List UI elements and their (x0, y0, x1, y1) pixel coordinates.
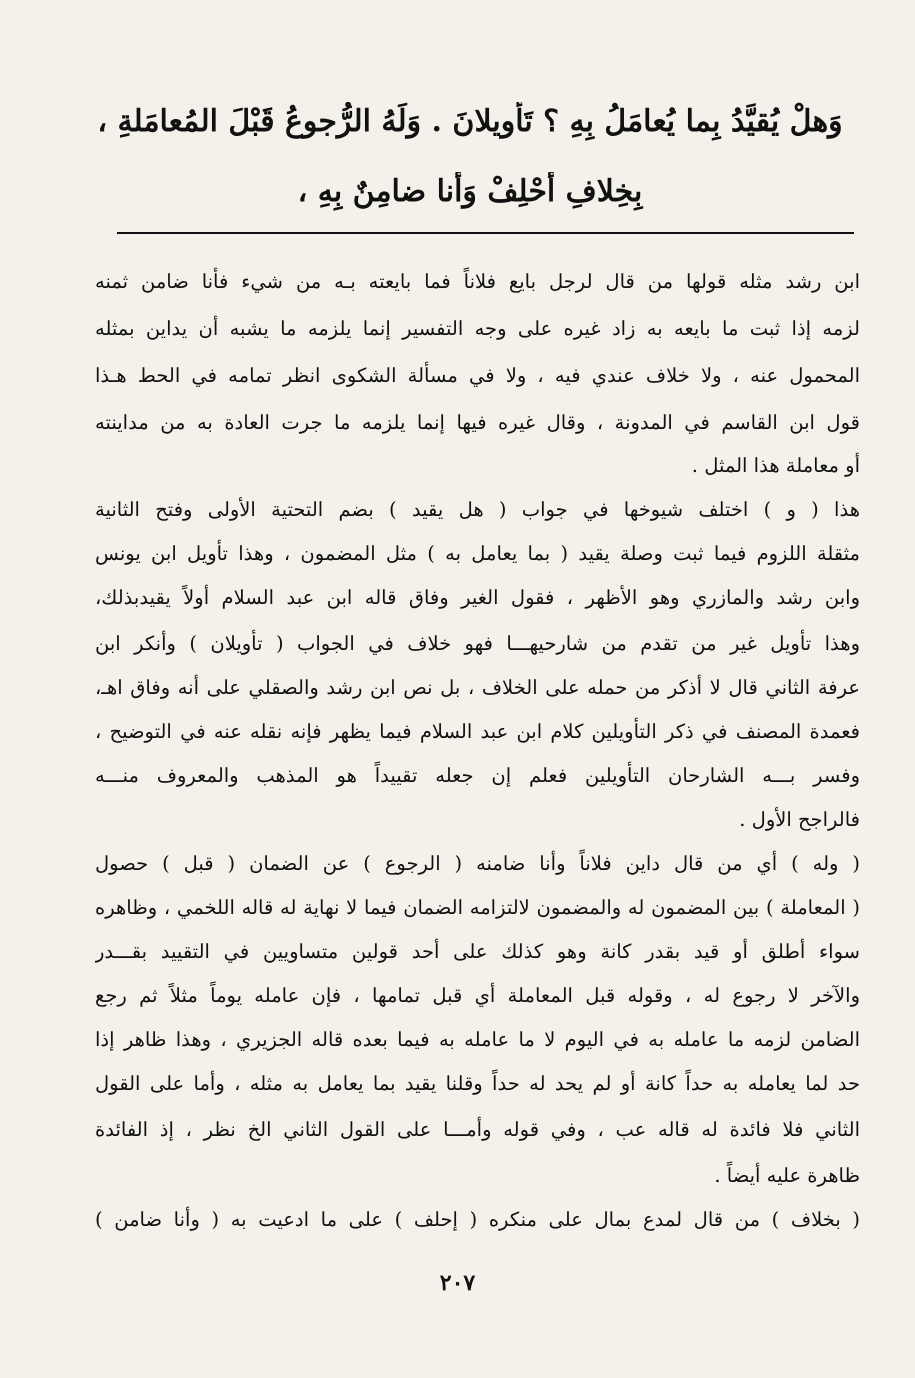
commentary-line: المحمول عنه ، ولا خلاف عندي فيه ، ولا في مسألة الشكوى انظر تمامه في الحط هـذا (95, 364, 860, 387)
commentary-line: ابن رشد مثله قولها من قال لرجل بايع فلاناً فما بايعته بـه من شيء فأنا ضامن ثمنه (95, 270, 860, 293)
matn-line-2: بِخِلافِ أحْلِفْ وَأَنا ضامِنٌ بِهِ ، (297, 174, 643, 209)
commentary-line: الثاني فلا فائدة له قاله عب ، وفي قوله وأمـــا على القول الثاني الخ نظر ، إذ الفائدة (95, 1118, 860, 1141)
commentary-line: عرفة الثاني قال لا أذكر من حمله على الخلاف ، بل نص ابن رشد والصقلي على أنه وفاق اهـ، (95, 676, 860, 699)
commentary-line: أو معاملة هذا المثل . (691, 454, 860, 477)
page-number: ٢٠٧ (439, 1270, 476, 1296)
commentary-line: ظاهرة عليه أيضاً . (714, 1164, 860, 1187)
commentary-line: الضامن لزمه ما عامله به في اليوم لا ما عامله به فيما بعده قاله الجزيري ، وهذا ظاهر إذا (95, 1028, 860, 1051)
commentary-line: قول ابن القاسم في المدونة ، وقال غيره فيها إنما يلزمه ما جرت العادة به من مداينته (95, 411, 860, 434)
matn-line-1: وَهلْ يُقيَّدُ بِما يُعامَلُ بِهِ ؟ تَأويلانَ . وَلَهُ الرُّجوعُ قَبْلَ المُعامَلةِ ، (97, 104, 843, 139)
commentary-line: وفسر بـــه الشارحان التأويلين فعلم إن جعله تقييداً هو المذهب والمعروف منـــه (95, 764, 860, 787)
commentary-line: فعمدة المصنف في ذكر التأويلين كلام ابن عبد السلام فيما يظهر فإنه نقله عنه في التوضيح ، (95, 720, 860, 743)
commentary-line: ( بخلاف ) من قال لمدع بمال على منكره ( إحلف ) على ما ادعيت به ( وأنا ضامن ) (95, 1208, 860, 1231)
commentary-line: حد لما يعامله به حداً كانة أو لم يحد له حداً وقلنا يقيد بما يعامل به مثله ، وأما على القول (95, 1072, 860, 1095)
commentary-line: وهذا تأويل غير من تقدم من شارحيهـــا فهو خلاف في الجواب ( تأويلان ) وأنكر ابن (95, 632, 860, 655)
commentary-line: مثقلة اللزوم فيما ثبت وصلة يقيد ( بما يعامل به ) مثل المضمون ، وهذا تأويل ابن يونس (95, 542, 860, 565)
commentary-line: ( وله ) أي من قال داين فلاناً وأنا ضامنه ( الرجوع ) عن الضمان ( قبل ) حصول (95, 852, 860, 875)
commentary-line: فالراجح الأول . (739, 808, 860, 831)
commentary-line: والآخر لا رجوع له ، وقوله قبل المعاملة أي قبل تمامها ، فإن عامله يوماً مثلاً ثم رجع (95, 984, 860, 1007)
commentary-line: وابن رشد والمازري وهو الأظهر ، فقول الغير وفاق قاله ابن عبد السلام أولاً يقيدبذلك، (95, 586, 860, 609)
commentary-line: لزمه إذا ثبت ما بايعه به زاد غيره على وجه التفسير إنما يلزمه ما يشبه أن يداين بمثله (95, 317, 860, 340)
commentary-line: ( المعاملة ) بين المضمون له والمضمون لالتزامه الضمان فيما لا نهاية له قاله اللخمي ، وظاهره (95, 896, 860, 919)
commentary-line: هذا ( و ) اختلف شيوخها في جواب ( هل يقيد ) بضم التحتية الأولى وفتح الثانية (95, 498, 860, 521)
commentary-line: سواء أطلق أو قيد بقدر كانة وهو كذلك على أحد قولين متساويين في التقييد بقـــدر (95, 940, 860, 963)
header-divider (117, 232, 854, 234)
